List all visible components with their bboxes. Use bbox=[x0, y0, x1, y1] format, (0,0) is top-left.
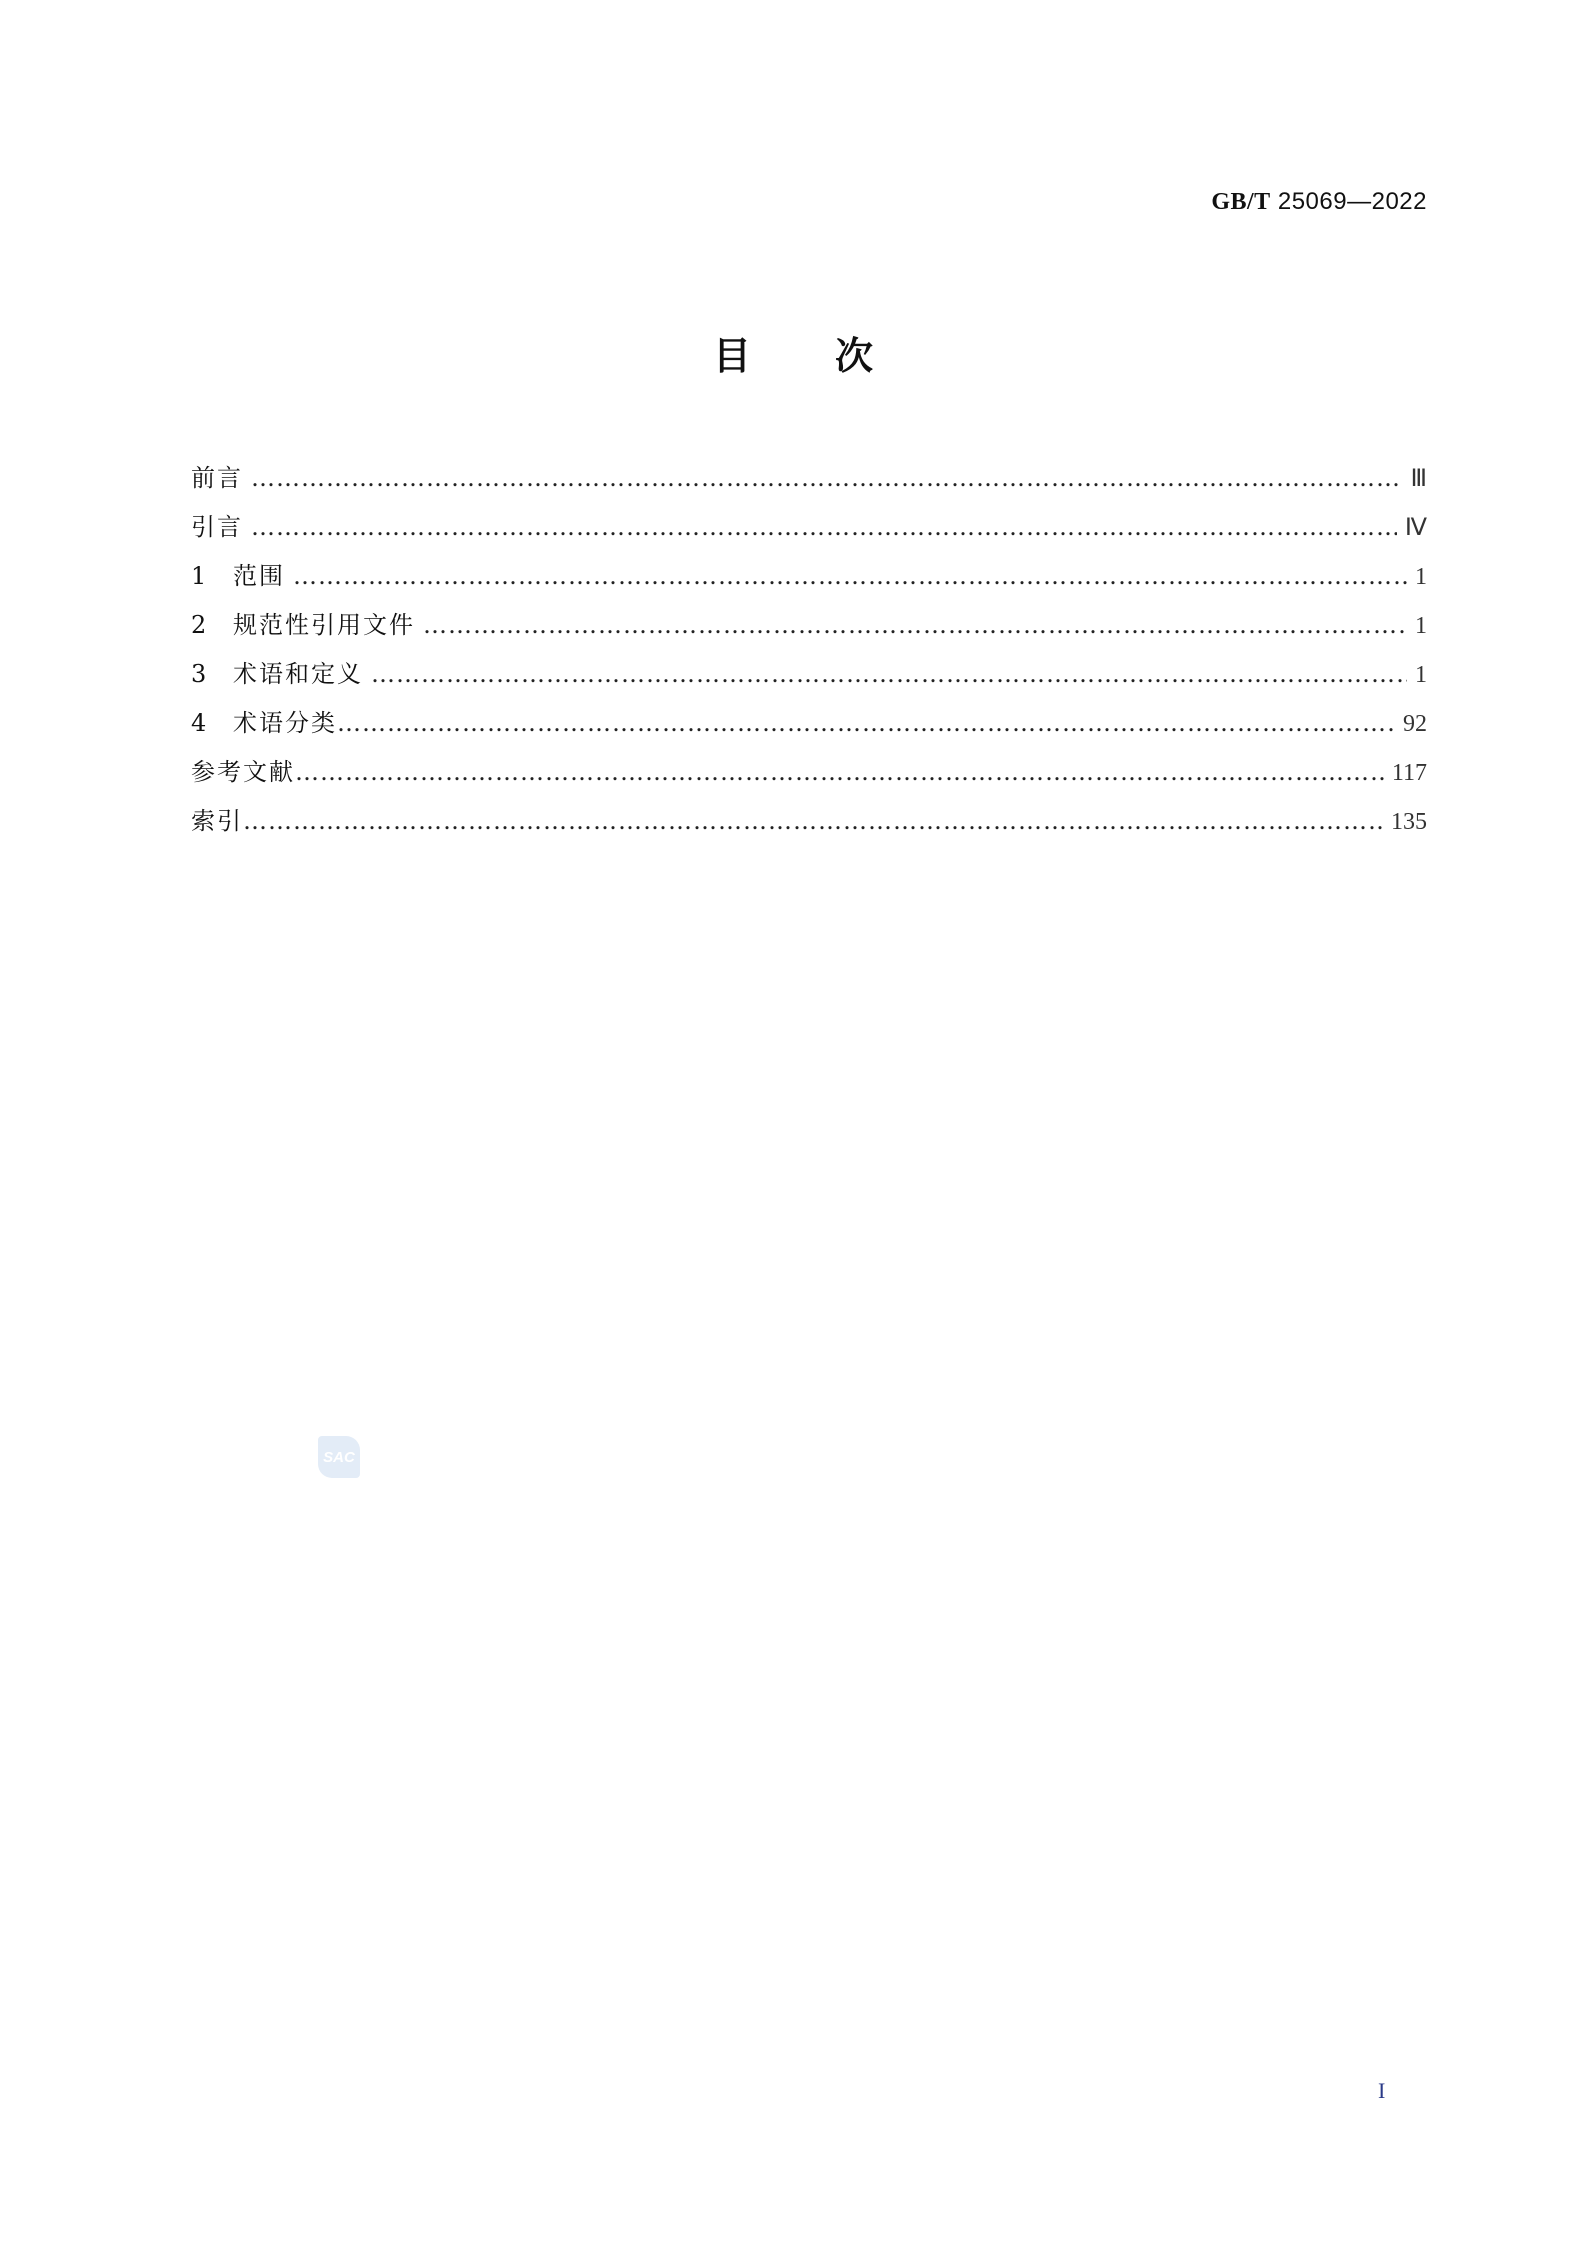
title-char-1: 目 bbox=[712, 334, 751, 378]
toc-number: 3 bbox=[191, 660, 207, 688]
toc-number: 1 bbox=[191, 562, 207, 590]
dot-leader bbox=[251, 464, 1402, 492]
toc-page: Ⅲ bbox=[1410, 466, 1427, 492]
toc-label: 术语分类 bbox=[233, 709, 337, 737]
toc-page: Ⅳ bbox=[1404, 515, 1427, 541]
toc-entry-index[interactable] bbox=[191, 801, 1427, 850]
table-of-contents bbox=[191, 458, 1427, 850]
toc-page: 92 bbox=[1403, 711, 1427, 737]
toc-page: 1 bbox=[1415, 613, 1427, 639]
toc-label: 术语和定义 bbox=[233, 660, 363, 688]
standard-number: 25069—2022 bbox=[1277, 188, 1427, 215]
sac-watermark-logo bbox=[318, 1436, 360, 1478]
standard-prefix: GB/T bbox=[1211, 189, 1271, 215]
toc-entry-term-classification[interactable] bbox=[191, 703, 1427, 752]
dot-leader bbox=[371, 660, 1407, 688]
page-title bbox=[0, 325, 1586, 380]
toc-entry-introduction[interactable] bbox=[191, 507, 1427, 556]
toc-label: 参考文献 bbox=[191, 758, 295, 786]
toc-label: 规范性引用文件 bbox=[233, 611, 415, 639]
page-number: I bbox=[1378, 2078, 1386, 2103]
dot-leader bbox=[251, 513, 1397, 541]
toc-entry-bibliography[interactable] bbox=[191, 752, 1427, 801]
dot-leader bbox=[293, 562, 1407, 590]
toc-number: 4 bbox=[191, 709, 207, 737]
watermark-text: SAC bbox=[323, 1448, 355, 1466]
dot-leader bbox=[423, 611, 1407, 639]
toc-page: 1 bbox=[1415, 662, 1427, 688]
toc-page: 135 bbox=[1391, 809, 1427, 835]
dot-leader bbox=[337, 709, 1395, 737]
toc-entry-foreword[interactable] bbox=[191, 458, 1427, 507]
toc-label: 前言 bbox=[191, 464, 243, 492]
toc-label: 索引 bbox=[191, 807, 243, 835]
toc-entry-normative-references[interactable] bbox=[191, 605, 1427, 654]
toc-label: 范围 bbox=[233, 562, 285, 590]
title-char-2: 次 bbox=[835, 334, 874, 378]
toc-page: 1 bbox=[1415, 564, 1427, 590]
toc-entry-scope[interactable] bbox=[191, 556, 1427, 605]
toc-page: 117 bbox=[1391, 760, 1427, 786]
toc-number: 2 bbox=[191, 611, 207, 639]
toc-entry-terms-definitions[interactable] bbox=[191, 654, 1427, 703]
dot-leader bbox=[243, 807, 1383, 835]
toc-label: 引言 bbox=[191, 513, 243, 541]
standard-code bbox=[1211, 188, 1427, 216]
dot-leader bbox=[295, 758, 1384, 786]
